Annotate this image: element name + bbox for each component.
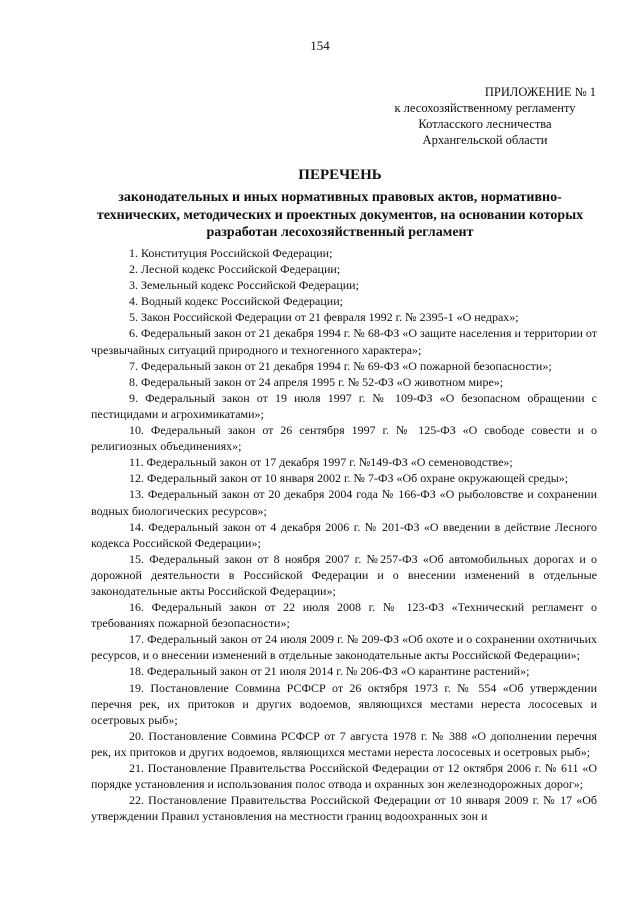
- list-item: 18. Федеральный закон от 21 июля 2014 г. № 206-ФЗ «О карантине растений»;: [129, 664, 530, 679]
- appendix-line: ПРИЛОЖЕНИЕ № 1: [484, 85, 596, 99]
- list-item: 20. Постановление Совмина РСФСР от 7 августа 1978 г. № 388 «О дополнении перечня рек, их притоков и других водоемов, являющихся местами нереста лососевых и осетровых рыб»;: [91, 728, 597, 759]
- list-item: 5. Закон Российской Федерации от 21 февраля 1992 г. № 2395-1 «О недрах»;: [129, 310, 519, 325]
- appendix-line: к лесохозяйственному регламенту: [394, 101, 576, 115]
- list-item: 7. Федеральный закон от 21 декабря 1994 г. № 69-ФЗ «О пожарной безопасности»;: [129, 358, 552, 373]
- list-item: 15. Федеральный закон от 8 ноября 2007 г. №257-ФЗ «Об автомобильных дорогах и о дорожной деятельности в Российской Федерации и о внесении изменений в отдельные законодательные акты Российской Федерации»;: [91, 551, 597, 598]
- list-item: 14. Федеральный закон от 4 декабря 2006 г. № 201-ФЗ «О введении в действие Лесного кодекса Российской Федерации»;: [91, 519, 597, 550]
- list-item: 6. Федеральный закон от 21 декабря 1994 г. № 68-ФЗ «О защите населения и территории от чрезвычайных ситуаций природного и техногенного характера»;: [91, 326, 597, 357]
- list-item: 8. Федеральный закон от 24 апреля 1995 г. № 52-ФЗ «О животном мире»;: [129, 374, 504, 389]
- list-item: 12. Федеральный закон от 10 января 2002 г. № 7-ФЗ «Об охране окружающей среды»;: [129, 471, 569, 486]
- list-item: 19. Постановление Совмина РСФСР от 26 октября 1973 г. № 554 «Об утверждении перечня рек, их притоков и других водоемов, являющихся местами нереста лососевых и осетровых рыб»;: [91, 680, 597, 727]
- title-heading: ПЕРЕЧЕНЬ: [298, 167, 382, 183]
- list-item: 21. Постановление Правительства Российской Федерации от 12 октября 2006 г. № 611 «О порядке установления и использования полос отвода и охранных зон железнодорожных дорог»;: [91, 761, 597, 792]
- title-subtitle: законодательных и иных нормативных правовых актов, нормативно-технических, методических и проектных документов, на основании которых разработан лесохозяйственный регламент: [96, 190, 584, 240]
- document-title: [80, 166, 600, 242]
- list-item: 4. Водный кодекс Российской Федерации;: [129, 294, 343, 309]
- document-list: [91, 245, 597, 824]
- list-item: 16. Федеральный закон от 22 июля 2008 г. № 123-ФЗ «Технический регламент о требованиях пожарной безопасности»;: [91, 600, 597, 631]
- list-item: 11. Федеральный закон от 17 декабря 1997 г. №149-ФЗ «О семеноводстве»;: [129, 455, 513, 470]
- appendix-header: [370, 84, 600, 148]
- list-item: 3. Земельный кодекс Российской Федерации;: [129, 278, 359, 293]
- list-item: 9. Федеральный закон от 19 июля 1997 г. № 109-ФЗ «О безопасном обращении с пестицидами и агрохимикатами»;: [91, 390, 597, 421]
- list-item: 1. Конституция Российской Федерации;: [129, 246, 333, 260]
- list-item: 13. Федеральный закон от 20 декабря 2004 года № 166-ФЗ «О рыболовстве и сохранении водных биологических ресурсов»;: [91, 487, 597, 518]
- list-item: 17. Федеральный закон от 24 июля 2009 г. № 209-ФЗ «Об охоте и о сохранении охотничьих ресурсов, и о внесении изменений в отдельные законодательные акты Российской Федерации»;: [91, 632, 597, 663]
- list-item: 10. Федеральный закон от 26 сентября 1997 г. № 125-ФЗ «О свободе совести и о религиозных объединениях»;: [91, 423, 597, 454]
- list-item: 22. Постановление Правительства Российской Федерации от 10 января 2009 г. № 17 «Об утверждении Правил установления на местности границ водоохранных зон и: [91, 793, 597, 824]
- appendix-line: Котласского лесничества: [418, 117, 552, 131]
- appendix-line: Архангельской области: [422, 133, 548, 147]
- list-item: 2. Лесной кодекс Российской Федерации;: [129, 262, 341, 277]
- page-number: 154: [310, 38, 330, 53]
